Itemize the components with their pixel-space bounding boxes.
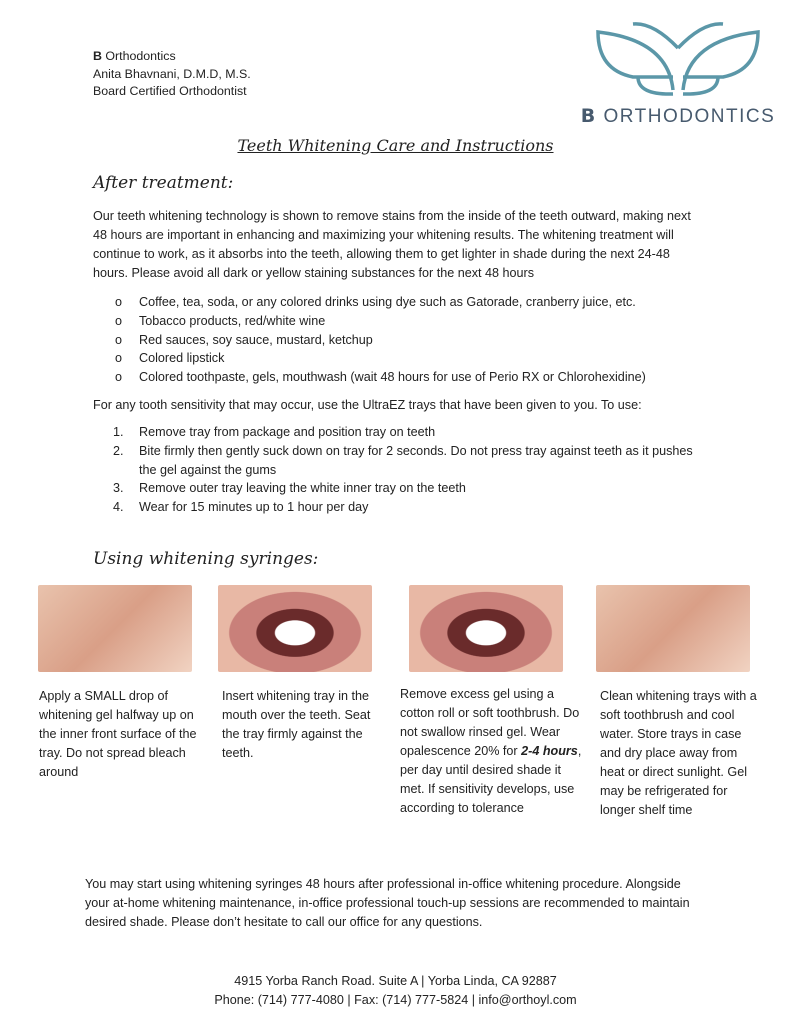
steps-list <box>93 423 703 517</box>
tray-gel-photo <box>38 585 192 672</box>
butterfly-logo-icon <box>593 20 763 100</box>
logo <box>578 20 778 128</box>
after-treatment-heading: After treatment: <box>93 173 234 193</box>
practice-name: Orthodontics <box>101 49 176 63</box>
list-item: o Coffee, tea, soda, or any colored drinks using dye such as Gatorade, cranberry juice, etc. <box>115 295 636 309</box>
caption-insert: Insert whitening tray in the mouth over the teeth. Seat the tray firmly against the teeth. <box>222 689 371 760</box>
practice-initial: B <box>93 49 102 63</box>
footer <box>0 972 791 1010</box>
credential: Board Certified Orthodontist <box>93 84 247 98</box>
toothbrush-photo <box>409 585 563 672</box>
caption-apply: Apply a SMALL drop of whitening gel halfway up on the inner front surface of the tray. Do not spread bleach around <box>39 689 197 779</box>
tray-cleaning-photo <box>596 585 750 672</box>
list-item: 2. Bite firmly then gently suck down on tray for 2 seconds. Do not press tray against teeth as it pushes the gel against the gums <box>113 443 693 477</box>
list-item: o Colored toothpaste, gels, mouthwash (wait 48 hours for use of Perio RX or Chlorohexidine) <box>115 370 646 385</box>
list-item: o Colored lipstick <box>115 351 225 366</box>
footer-address: 4915 Yorba Ranch Road. Suite A | Yorba Linda, CA 92887 <box>234 974 557 988</box>
page-title: Teeth Whitening Care and Instructions <box>237 136 554 155</box>
intro-paragraph: Our teeth whitening technology is shown to remove stains from the inside of the teeth outward, making next 48 hours are important in enhancing and maximizing your whitening results. The whitening treatment will continue to work, as it absorbs into the teeth, allowing them to get lighter in shade during the next 24-48 hours. Please avoid all dark or yellow staining substances for the next 48 hours <box>93 209 691 280</box>
list-item: 3. Remove outer tray leaving the white inner tray on the teeth <box>113 481 466 496</box>
syringes-heading: Using whitening syringes: <box>93 549 319 569</box>
caption-clean: Clean whitening trays with a soft toothbrush and cool water. Store trays in case and dry place away from heat or direct sunlight. Gel may be refrigerated for longer shelf time <box>600 689 757 817</box>
list-item: 4. Wear for 15 minutes up to 1 hour per day <box>113 500 369 515</box>
logo-wordmark: B ORTHODONTICS <box>580 105 776 127</box>
avoid-list <box>93 293 703 387</box>
caption-remove: Remove excess gel using a cotton roll or soft toothbrush. Do not swallow rinsed gel. Wear opalescence 20% for 2-4 hours, per day until desired shade it met. If sensitivity develops, use according to tolerance <box>400 687 582 815</box>
list-item: o Red sauces, soy sauce, mustard, ketchup <box>115 332 373 347</box>
practice-header <box>93 48 251 101</box>
footer-contact: Phone: (714) 777-4080 | Fax: (714) 777-5824 | info@orthoyl.com <box>214 993 577 1007</box>
list-item: 1. Remove tray from package and position tray on teeth <box>113 424 436 439</box>
mouth-photo <box>218 585 372 672</box>
list-item: o Tobacco products, red/white wine <box>115 313 326 328</box>
doctor-name: Anita Bhavnani, D.M.D, M.S. <box>93 66 251 81</box>
closing-paragraph: You may start using whitening syringes 48 hours after professional in-office whitening procedure. Alongside your at-home whitening maintenance, in-office professional touch-up sessions are recommended to maintain desired shade. Please don’t hesitate to call our office for any questions. <box>85 877 690 929</box>
sensitivity-paragraph: For any tooth sensitivity that may occur, use the UltraEZ trays that have been given to you. To use: <box>93 397 642 412</box>
